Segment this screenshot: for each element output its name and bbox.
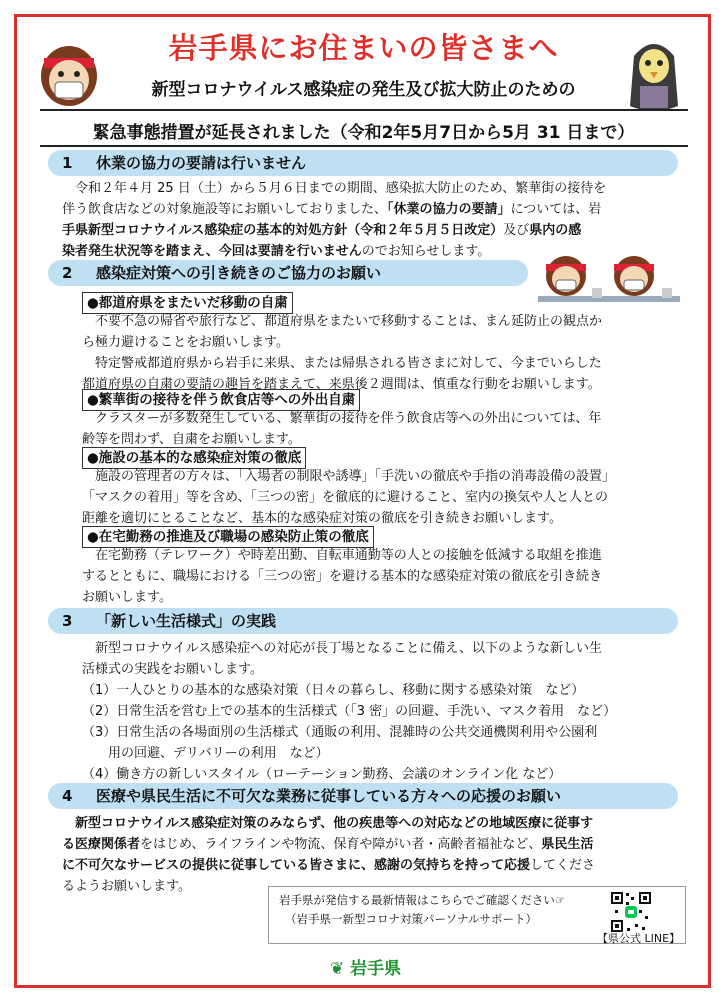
s1-l4-tail: のでお知らせします。 [361,244,491,259]
s3-item-4: （4）働き方の新しいスタイル（ローテーション勤務、会議のオンライン化 など） [82,767,562,782]
section-2-heading: 感染症対策への引き続きのご協力のお願い [96,264,382,282]
section-1-body [62,178,682,262]
travel-line-3: 特定警戒都道府県から岩手に来県、または帰県される皆さまに対して、今までいらした [82,356,602,371]
s3-item-3-cont: 用の回避、デリバリーの利用 など） [82,746,329,761]
s4-l2-text: をはじめ、ライフラインや物流、保育や障がい者・高齢者福祉など、 [140,837,542,852]
s1-l2-bold: 「休業の協力の要請」 [387,202,511,217]
s3-line-1: 新型コロナウイルス感染症への対応が長丁場となることに備え、以下のような新しい生 [95,641,603,656]
s4-l2-bold: る医療関係者 [62,837,141,852]
section-4-body [62,813,686,897]
s4-l3-bold: に不可欠なサービスの提供に従事している皆さまに、感謝の気持ちを持って応援 [62,858,531,873]
section-1-heading: 休業の協力の要請は行いません [96,154,307,172]
s4-l1-bold: 新型コロナウイルス感染症対策のみならず、他の疾患等への対応などの地域医療に従事す [62,816,594,831]
s1-l2-tail: については、岩 [510,202,602,217]
s3-item-1: （1）一人ひとりの基本的な感染対策（日々の暮らし、移動に関する感染対策 など） [82,683,585,698]
s1-line-3 [62,220,682,241]
s3-item-3: （3）日常生活の各場面別の生活様式（通販の利用、混雑時の公共交通機関利用や公園利 [82,725,598,740]
line-qr-code[interactable] [609,890,653,934]
telework-line-1: 在宅勤務（テレワーク）や時差出勤、自転車通勤等の人との接触を低減する取組を推進 [95,548,602,563]
nightlife-line-1: クラスターが多数発生している、繁華街の接待を伴う飲食店等への外出については、年 [95,411,602,426]
divider-top [40,109,688,111]
travel-line-1: 不要不急の帰省や旅行など、都道府県をまたいで移動することは、まん延防止の観点か [95,314,603,329]
sub-telework-body [82,545,682,608]
sub-heading-nightlife: ●繁華街の接待を伴う飲食店等への外出自粛 [82,389,360,411]
info-line-1: 岩手県が発信する最新情報はこちらでご確認ください☞ [279,893,566,907]
sub-facility-body [82,466,682,529]
section-2-header [48,260,528,286]
facility-line-1: 施設の管理者の方々は、「入場者の制限や誘導」「手洗いの徹底や手指の消毒設備の設置」 [95,469,616,484]
section-4-heading: 医療や県民生活に不可欠な業務に従事している方々への応援のお願い [96,787,562,805]
section-4-number: 4 [62,787,73,805]
page-subtitle: 新型コロナウイルス感染症の発生及び拡大防止のための [151,80,576,100]
s1-l3-bold: 手県新型コロナウイルス感染症の基本的対処方針（令和２年５月５日改定） [62,223,504,238]
s1-l1-text: 令和２年４月 25 日（土）から５月６日までの期間、感染拡大防止のため、繁華街の接待を [62,181,607,196]
nightlife-line-2: 齢等を問わず、自粛をお願いします。 [82,432,301,447]
sub-heading-travel: ●都道府県をまたいだ移動の自粛 [82,292,293,314]
s3-line-2: 活様式の実践をお願いします。 [82,662,263,677]
section-3-header [48,608,678,634]
info-line-2: （岩手県一新型コロナ対策パーソナルサポート） [285,912,537,926]
line-info-box [268,886,686,944]
divider-bottom [40,145,688,147]
iwate-logo-text: 岩手県 [350,959,402,979]
sub-nightlife-body [82,408,682,450]
s1-l2-text: 伴う飲食店などの対象施設等にお願いしておりました、 [62,202,388,217]
extension-banner: 緊急事態措置が延長されました（令和2年5月7日から5月 31 日まで） [92,123,635,143]
s4-l2-bold2: 県民生活 [541,837,594,852]
telework-line-2: するとともに、職場における「三つの密」を避ける基本的な感染症対策の徹底を引き続き [82,569,603,584]
s1-line-2 [62,199,682,220]
sub-heading-facility: ●施設の基本的な感染症対策の徹底 [82,447,306,469]
s4-l4-text: るようお願いします。 [62,879,191,894]
section-4-header [48,783,678,809]
s1-l4-bold: 染者発生状況等を踏まえ、今回は要請を行いません [62,244,362,259]
section-3-number: 3 [62,612,73,630]
s4-l3-text: してくださ [530,858,596,873]
facility-line-2: 「マスクの着用」等を含め、「三つの密」を徹底的に避けること、室内の換気や人と人との [82,490,608,505]
iwate-logo [330,954,401,979]
section-1-header [48,150,678,176]
sub-heading-telework: ●在宅勤務の推進及び職場の感染防止策の徹底 [82,526,374,548]
section-1-number: 1 [62,154,73,172]
line-official-label: 【県公式 LINE】 [597,932,681,945]
facility-line-3: 距離を適切にとることなど、基本的な感染症対策の徹底を引き続きお願いします。 [82,511,562,526]
s1-l3-mid: 及び [503,223,530,238]
iwate-emblem-icon: ❦ [330,959,345,979]
section-3-body [82,638,682,785]
section-2-number: 2 [62,264,73,282]
page-title: 岩手県にお住まいの皆さまへ [168,31,559,65]
s3-item-2: （2）日常生活を営む上での基本的生活様式（「3 密」の回避、手洗い、マスク着用 など） [82,704,617,719]
s1-l3-bold2: 県内の感 [529,223,582,238]
s4-line-3 [62,855,686,876]
sub-travel-body [82,311,682,395]
travel-line-4: 都道府県の自粛の要請の趣旨を踏まえて、来県後２週間は、慎重な行動をお願いします。 [82,377,601,392]
s4-line-2 [62,834,686,855]
s4-line-1 [62,813,686,834]
mascots-at-desk-illustration [534,252,684,308]
s1-line-1 [62,178,682,199]
telework-line-3: お願いします。 [82,590,172,605]
travel-line-2: ら極力避けることをお願いします。 [82,335,289,350]
section-3-heading: 「新しい生活様式」の実践 [96,612,277,630]
